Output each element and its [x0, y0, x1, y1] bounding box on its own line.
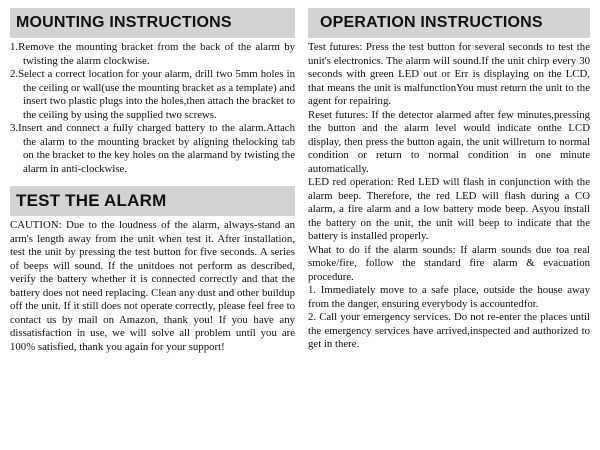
test-alarm-header: TEST THE ALARM: [10, 186, 295, 216]
operation-paragraph-led: LED red operation: Red LED will flash in conjunction with the alarm beep. Therefore, the red LED will flash during a CO alarm, a fire alarm and a low battery mode beep. Asyou install the battery on the unit, the unit will beep to indicate that the battery is installed properly.: [308, 176, 590, 242]
mounting-steps-list: [10, 41, 295, 176]
mounting-step: 3.Insert and connect a fully charged battery to the alarm.Attach the alarm to the mounting bracket by aligning thelocking tab on the bracket to the key holes on the alarmand by twisting the alarm in anti-clockwise.: [10, 122, 295, 175]
mounting-instructions-header: MOUNTING INSTRUCTIONS: [10, 8, 295, 38]
mounting-step: 2.Select a correct location for your alarm, drill two 5mm holes in the ceiling or wall(use the mounting bracket as a template) and insert two plastic plugs into the holes,then attach the bracket to the ceiling by using the supplied two screws.: [10, 68, 295, 121]
operation-instructions-header: OPERATION INSTRUCTIONS: [308, 8, 590, 38]
operation-paragraph-reset: Reset futures: If the detector alarmed after few minutes,pressing the button and the alarm level would indicate onthe LCD display, then press the button again, the unit willreturn to normal condition or return to normal condition in one minute automatically.: [308, 108, 590, 175]
operation-paragraph-test: Test futures: Press the test button for several seconds to test the unit's electronics. The alarm will sound.If the unit chirp every 30 seconds with green LED out or Err is displaying on the LCD, that means the unit is malfunctionYou must return the unit to the agent for repairing.: [308, 41, 590, 107]
right-column: [308, 8, 590, 352]
mounting-step: 1.Remove the mounting bracket from the back of the alarm by twisting the alarm clockwise.: [10, 41, 295, 67]
operation-paragraph-alarm-sounds: What to do if the alarm sounds: If alarm sounds due toa real smoke/fire, follow the standard fire alarm & evacuation procedure.: [308, 243, 590, 283]
test-alarm-body: CAUTION: Due to the loudness of the alarm, always-stand an arm's length away from the unit when test it. After installation, test the unit by pressing the test button for five seconds. A series of beeps will sound. If the unitdoes not perform as described, verify the battery whether it is connected correctly and that the battery does not need replacing. Clean any dust and other buildup off the unit. If it still does not operate correctly, please feel free to contact us by mail on Amazon, thank you! If you have any dissatisfaction in use, we will solve all problem until you are 100% satisfied, thank you again for your support!: [10, 219, 295, 353]
operation-step-move: 1. Immediately move to a safe place, outside the house away from the danger, ensuring everybody is accountedfor.: [308, 284, 590, 310]
left-column: [10, 8, 295, 354]
operation-step-call: 2. Call your emergency services. Do not re-enter the places until the emergency services have arrived,inspected and authorized to get in there.: [308, 311, 590, 350]
